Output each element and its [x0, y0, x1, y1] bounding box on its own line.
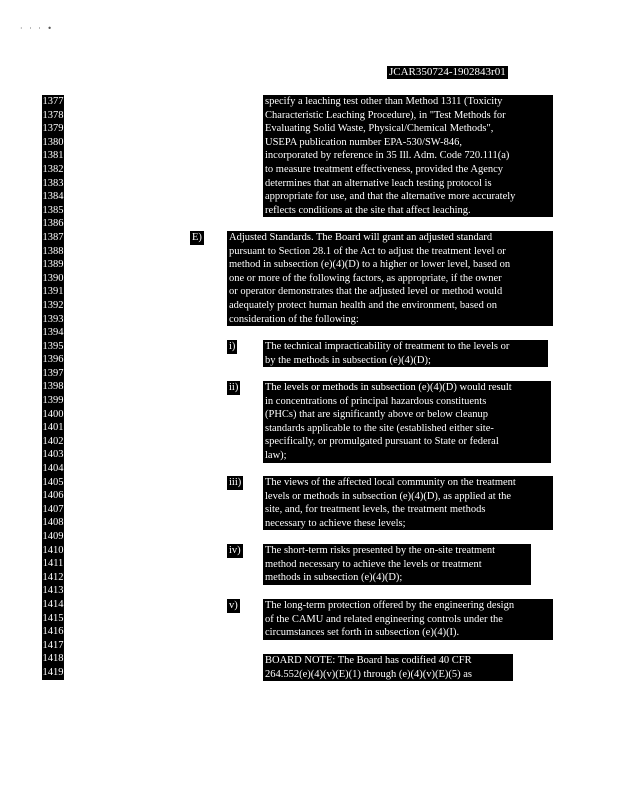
text-line: BOARD NOTE: The Board has codified 40 CFR: [265, 655, 472, 666]
item-iv-text: [263, 544, 531, 585]
text-line: consideration of the following:: [229, 313, 359, 325]
text-line: The technical impracticability of treatment to the levels or: [265, 341, 510, 352]
board-note: [263, 654, 513, 681]
line-number: 1380: [42, 136, 64, 148]
line-number: 1383: [42, 177, 64, 189]
line-number: 1396: [42, 354, 64, 366]
paragraph-leach-test: [263, 95, 553, 217]
text-line: circumstances set forth in subsection (e)(4)(I).: [265, 627, 460, 639]
item-marker-i: i): [229, 341, 236, 352]
text-line: The short-term risks presented by the on-site treatment: [265, 545, 496, 556]
text-line: necessary to achieve these levels;: [265, 517, 406, 529]
text-line: Evaluating Solid Waste, Physical/Chemical Methods",: [265, 123, 494, 135]
line-number: 1394: [42, 327, 64, 339]
text-line: determines that an alternative leach testing protocol is: [265, 177, 492, 189]
text-line: pursuant to Section 28.1 of the Act to adjust the treatment level or: [229, 245, 506, 257]
text-line: The levels or methods in subsection (e)(4)(D) would result: [265, 382, 512, 393]
text-line: one or more of the following factors, as appropriate, if the owner: [229, 272, 502, 284]
line-number: 1406: [42, 490, 64, 502]
text-line: appropriate for use, and that the alternative more accurately: [265, 191, 516, 203]
item-marker-iii: iii): [229, 477, 242, 488]
text-line: standards applicable to the site (established either site-: [265, 422, 494, 434]
line-number: 1384: [42, 191, 64, 203]
text-line: methods in subsection (e)(4)(D);: [265, 572, 403, 584]
line-number: 1389: [42, 259, 64, 271]
text-line: 264.552(e)(4)(v)(E)(1) through (e)(4)(v)(E)(5) as: [265, 668, 472, 680]
item-marker-iv: iv): [229, 545, 241, 556]
item-iii-text: [263, 476, 553, 530]
line-number: 1391: [42, 286, 64, 298]
line-number: 1400: [42, 408, 64, 420]
line-number: 1377: [42, 96, 64, 107]
line-number: 1395: [42, 340, 64, 352]
line-number: 1390: [42, 272, 64, 284]
text-line: levels or methods in subsection (e)(4)(D), as applied at the: [265, 490, 512, 502]
line-number: 1418: [42, 653, 64, 665]
paragraph-adjusted-standards: [227, 231, 553, 326]
line-number: 1402: [42, 435, 64, 447]
item-v-text: [263, 599, 553, 640]
line-number-gutter: [42, 95, 64, 680]
text-line: specify a leaching test other than Method 1311 (Toxicity: [265, 96, 503, 107]
line-number: 1398: [42, 381, 64, 393]
line-number: 1413: [42, 585, 64, 597]
text-line: The views of the affected local community on the treatment: [265, 477, 516, 488]
item-marker-v: v): [229, 600, 238, 611]
scan-corner-mark: · · · •: [20, 24, 54, 33]
line-number: 1399: [42, 395, 64, 407]
line-number: 1385: [42, 204, 64, 216]
line-number: 1408: [42, 517, 64, 529]
line-number: 1403: [42, 449, 64, 461]
text-line: in concentrations of principal hazardous constituents: [265, 395, 487, 407]
line-number: 1407: [42, 503, 64, 515]
text-line: reflects conditions at the site that affect leaching.: [265, 204, 471, 216]
text-line: The long-term protection offered by the engineering design: [265, 600, 515, 611]
line-number: 1386: [42, 218, 64, 230]
line-number: 1387: [42, 231, 64, 243]
text-line: site, and, for treatment levels, the treatment methods: [265, 504, 486, 516]
line-number: 1417: [42, 639, 64, 651]
line-number: 1404: [42, 463, 64, 475]
line-number: 1392: [42, 299, 64, 311]
line-number: 1405: [42, 476, 64, 488]
text-line: method necessary to achieve the levels or treatment: [265, 558, 482, 570]
item-marker-ii: ii): [229, 382, 239, 393]
text-line: Adjusted Standards. The Board will grant an adjusted standard: [229, 232, 493, 243]
text-line: by the methods in subsection (e)(4)(D);: [265, 354, 431, 366]
line-number: 1409: [42, 531, 64, 542]
text-line: USEPA publication number EPA-530/SW-846,: [265, 136, 462, 148]
line-number: 1411: [42, 558, 64, 570]
line-number: 1388: [42, 245, 64, 257]
text-line: or operator demonstrates that the adjusted level or method would: [229, 286, 503, 298]
line-number: 1415: [42, 612, 64, 624]
line-number: 1381: [42, 150, 64, 162]
text-line: specifically, or promulgated pursuant to State or federal: [265, 436, 499, 448]
line-number: 1412: [42, 571, 64, 583]
text-line: of the CAMU and related engineering controls under the: [265, 613, 503, 625]
text-line: (PHCs) that are significantly above or below cleanup: [265, 409, 489, 421]
text-line: Characteristic Leaching Procedure), in "Test Methods for: [265, 109, 506, 121]
text-line: method in subsection (e)(4)(D) to a higher or lower level, based on: [229, 259, 511, 271]
line-number: 1419: [42, 666, 64, 678]
document-id: JCAR350724-1902843r01: [389, 66, 506, 78]
line-number: 1416: [42, 626, 64, 638]
subsection-marker-e: E): [192, 232, 202, 243]
line-number: 1397: [42, 367, 64, 379]
text-line: to measure treatment effectiveness, provided the Agency: [265, 163, 504, 175]
line-number: 1414: [42, 598, 64, 610]
text-line: law);: [265, 449, 287, 461]
line-number: 1393: [42, 313, 64, 325]
line-number: 1410: [42, 544, 64, 556]
line-number: 1378: [42, 109, 64, 121]
line-number: 1379: [42, 123, 64, 135]
item-i-text: [263, 340, 548, 367]
item-ii-text: [263, 381, 551, 463]
text-line: adequately protect human health and the environment, based on: [229, 299, 497, 311]
text-line: incorporated by reference in 35 Ill. Adm. Code 720.111(a): [265, 150, 510, 162]
line-number: 1382: [42, 163, 64, 175]
line-number: 1401: [42, 422, 64, 434]
